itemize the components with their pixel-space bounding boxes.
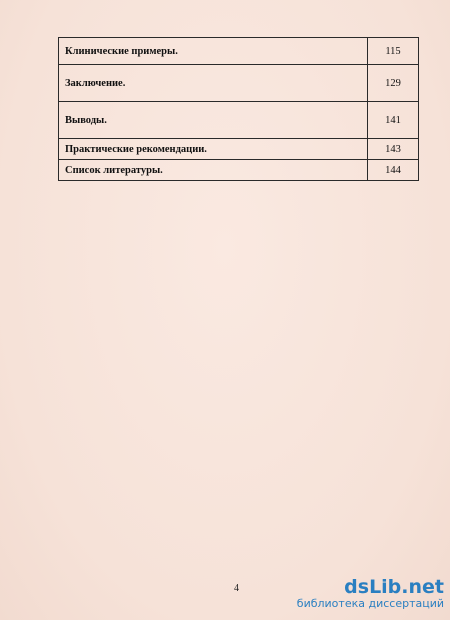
toc-entry-page: 129 (368, 65, 419, 102)
page-number: 4 (234, 583, 239, 594)
toc-entry-title: Выводы. (59, 102, 368, 139)
toc-entry-page: 143 (368, 139, 419, 160)
watermark-subtitle: библиотека диссертаций (296, 597, 444, 610)
toc-row (59, 139, 419, 160)
watermark-logo: dsLib.net (344, 576, 444, 598)
watermark[interactable] (297, 577, 444, 610)
toc-entry-title: Заключение. (59, 65, 368, 102)
toc-row (59, 102, 419, 139)
toc-row (59, 65, 419, 102)
toc-entry-page: 144 (368, 160, 419, 181)
toc-entry-title: Список литературы. (59, 160, 368, 181)
toc-row (59, 38, 419, 65)
toc-entry-page: 115 (368, 38, 419, 65)
toc-entry-page: 141 (368, 102, 419, 139)
toc-entry-title: Клинические примеры. (59, 38, 368, 65)
toc-entry-title: Практические рекомендации. (59, 139, 368, 160)
table-of-contents (58, 37, 419, 181)
toc-row (59, 160, 419, 181)
